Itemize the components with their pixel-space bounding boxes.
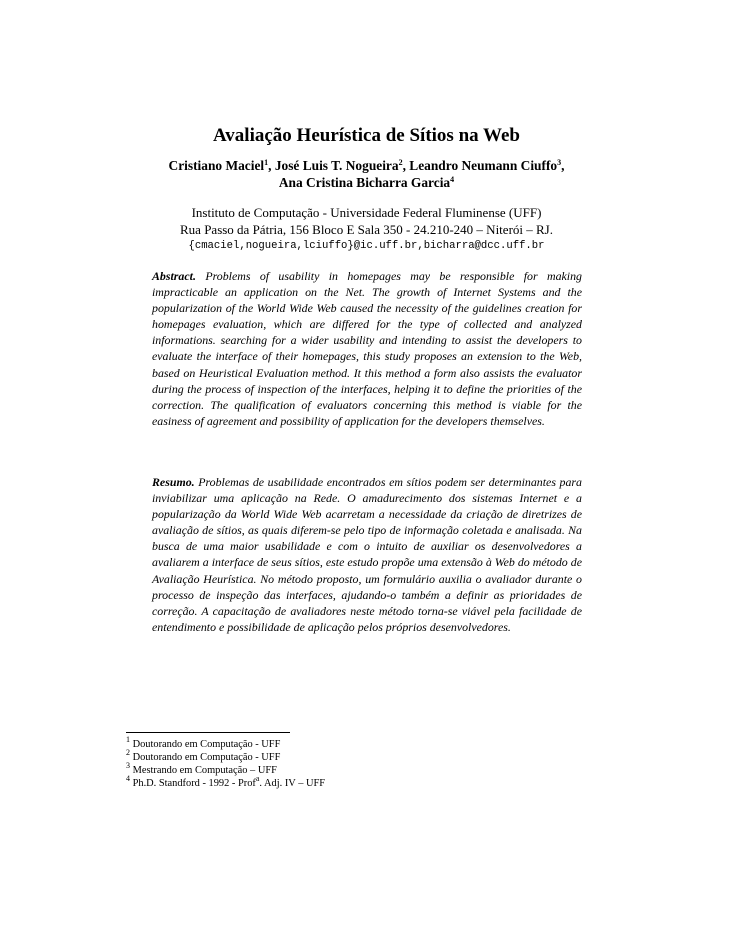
- author-line-1: [0, 157, 733, 174]
- author-name: Cristiano Maciel: [168, 158, 265, 173]
- footnotes: [126, 735, 326, 790]
- author-name: José Luis T. Nogueira: [274, 158, 399, 173]
- footnote-mark: 2: [126, 748, 130, 757]
- footnote-superscript: a: [255, 774, 260, 783]
- resumo-paragraph: [152, 474, 582, 635]
- author-list: [0, 157, 733, 191]
- abstract-paragraph: [152, 268, 582, 429]
- author-separator: ,: [561, 158, 565, 173]
- footnote-1: [126, 735, 325, 751]
- author-emails: {cmaciel,nogueira,lciuffo}@ic.uff.br,bicharra@dcc.uff.br: [188, 240, 545, 252]
- resumo-label: Resumo.: [152, 475, 195, 489]
- author-footnote-mark: 1: [264, 158, 269, 167]
- footnote-2: [126, 748, 325, 764]
- footnote-divider: [126, 732, 290, 733]
- footnote-mark: 3: [126, 761, 130, 770]
- footnote-mark: 4: [126, 774, 130, 783]
- affiliation-address: Rua Passo da Pátria, 156 Bloco E Sala 350 - 24.210-240 – Niterói – RJ.: [180, 222, 553, 237]
- author-name: Ana Cristina Bicharra Garcia: [278, 175, 451, 190]
- affiliation-institution: Instituto de Computação - Universidade Federal Fluminense (UFF): [191, 205, 542, 220]
- footnote-text: Mestrando em Computação – UFF: [132, 765, 277, 776]
- footnote-text: Doutorando em Computação - UFF: [132, 739, 281, 750]
- footnote-text: Doutorando em Computação - UFF: [132, 752, 281, 763]
- resumo-text: Problemas de usabilidade encontrados em sítios podem ser determinantes para inviabilizar uma aplicação na Rede. O amadurecimento dos sistemas Internet e a popularização da World Wide Web acarretam a necessidade da criação de diretrizes de avaliação de sítios, as quais diferem-se pelo tipo de informação coletada e analisada. Na busca de uma maior usabilidade e com o intuito de auxiliar os desenvolvedores a avaliarem a interface de seus sítios, este estudo propõe uma extensão à Web do método de Avaliação Heurística. No método proposto, um formulário auxilia o avaliador durante o processo de inspeção das interfaces, ajudando-o também a definir as prioridades de correção. A capacitação de avaliadores neste método torna-se viável pela facilidade de entendimento e possibilidade de aplicação pelos próprios desenvolvedores.: [152, 475, 582, 634]
- footnote-4: [126, 774, 326, 790]
- footnote-3: [126, 761, 325, 777]
- author-line-2: [0, 174, 733, 191]
- author-name: Leandro Neumann Ciuffo: [409, 158, 558, 173]
- footnote-text-before: Ph.D. Standford - 1992 - Prof: [132, 778, 256, 789]
- footnote-text-after: . Adj. IV – UFF: [259, 778, 326, 789]
- author-separator: ,: [402, 158, 410, 173]
- author-footnote-mark: 2: [398, 158, 403, 167]
- footnote-mark: 1: [126, 735, 130, 744]
- affiliation-block: [0, 204, 733, 255]
- author-footnote-mark: 3: [557, 158, 562, 167]
- author-separator: ,: [268, 158, 275, 173]
- author-footnote-mark: 4: [450, 175, 455, 184]
- abstract-label: Abstract.: [152, 269, 196, 283]
- abstract-text: Problems of usability in homepages may be responsible for making impracticable an application on the Net. The growth of Internet Systems and the popularization of the World Wide Web caused the necessity of the guidelines creation for homepages evaluation, which are differed for the type of collected and analyzed informations. searching for a wider usability and intending to assist the developers to evaluate the interface of their homepages, this study proposes an extension to the Web, based on Heuristical Evaluation method. It this method a form also assists the evaluator during the process of inspection of the interfaces, helping it to define the priorities of the correction. The qualification of evaluators concerning this method is viable for the easiness of agreement and possibility of application for the developers themselves.: [152, 269, 582, 428]
- paper-title: Avaliação Heurística de Sítios na Web: [213, 125, 520, 146]
